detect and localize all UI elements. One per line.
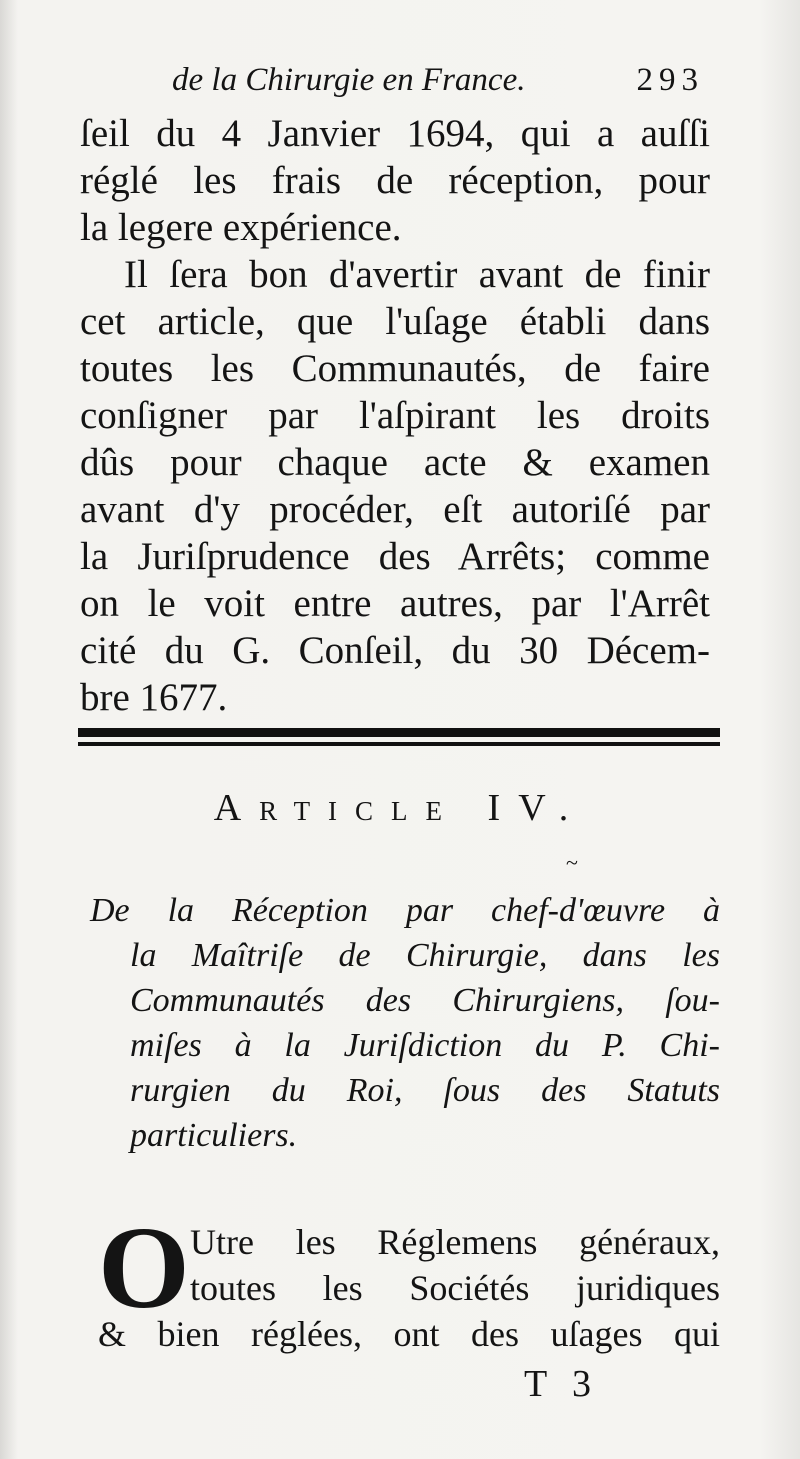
subtitle-line: De la Réception par chef-d'œuvre à — [90, 892, 720, 929]
text-line: cité du G. Conſeil, du 30 Décem- — [80, 629, 710, 672]
page-number: 293 — [636, 62, 704, 98]
text-line: la legere expérience. — [80, 206, 402, 249]
text-line: bre 1677. — [80, 676, 228, 719]
text-line: Utre les Réglemens généraux, — [190, 1222, 720, 1262]
text-line: & bien réglées, ont des uſages qui — [98, 1314, 720, 1354]
subtitle-line: rurgien du Roi, ſous des Statuts — [130, 1072, 720, 1109]
text-line: dûs pour chaque acte & examen — [80, 441, 710, 484]
text-line: réglé les frais de réception, pour — [80, 159, 710, 202]
text-line: Il ſera bon d'avertir avant de finir — [124, 253, 710, 296]
text-line: avant d'y procéder, eſt autoriſé par — [80, 488, 710, 531]
running-header — [172, 62, 712, 99]
running-title: de la Chirurgie en France. — [172, 62, 526, 98]
drop-cap: O — [98, 1202, 190, 1333]
text-line: conſigner par l'aſpirant les droits — [80, 394, 710, 437]
section-rule-thick — [78, 728, 720, 737]
subtitle-line: particuliers. — [130, 1117, 298, 1154]
subtitle-line: miſes à la Juriſdiction du P. Chi- — [130, 1027, 720, 1064]
text-line: la Juriſprudence des Arrêts; comme — [80, 535, 710, 578]
tilde-ornament: ~ — [566, 850, 578, 875]
text-line: on le voit entre autres, par l'Arrêt — [80, 582, 710, 625]
text-line: ſeil du 4 Janvier 1694, qui a auſſi — [80, 112, 710, 155]
subtitle-line: la Maîtriſe de Chirurgie, dans les — [130, 937, 720, 974]
article-heading: Article IV. — [213, 787, 587, 829]
text-line: toutes les Sociétés juridiques — [190, 1268, 720, 1308]
signature-mark: T 3 — [524, 1363, 600, 1405]
section-rule-thin — [78, 742, 720, 746]
subtitle-line: Communautés des Chirurgiens, ſou- — [130, 982, 720, 1019]
text-line: cet article, que l'uſage établi dans — [80, 300, 710, 343]
text-line: toutes les Communautés, de faire — [80, 347, 710, 390]
